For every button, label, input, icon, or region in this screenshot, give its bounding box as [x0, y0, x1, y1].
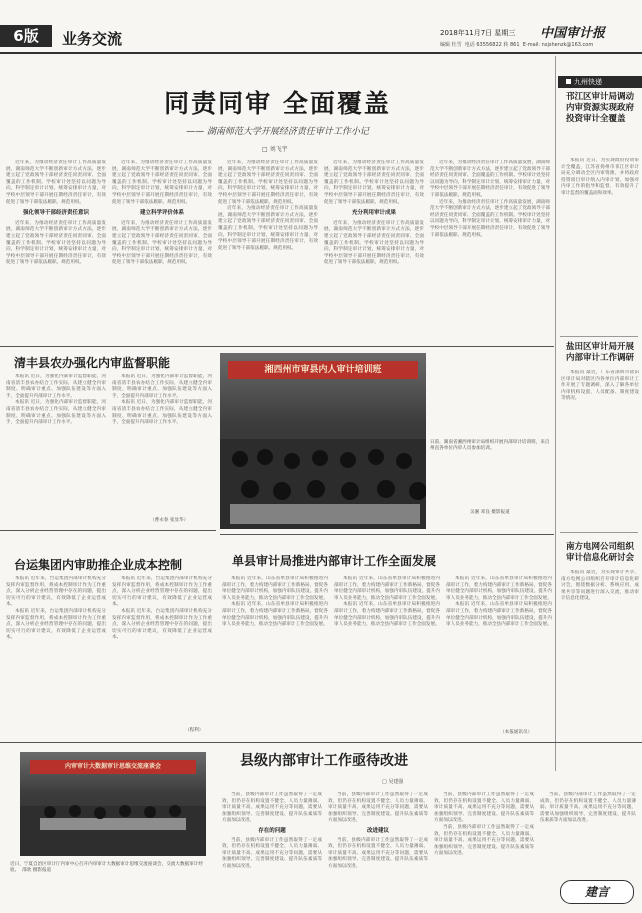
sidebar-story2-body: 本报讯 最近，广东省深圳市盐田区审计局对辖区内各单位内部审计工作开展了专题调研，深入了解各单位内审机构设置、人员配备、制度建设等情况。 — [561, 370, 639, 402]
taiyun-title: 台运集团内审助推企业成本控制 — [14, 558, 183, 572]
danxian-title: 单县审计局推进内部审计工作全面发展 — [232, 554, 437, 568]
opinion-tag: 建言 — [560, 880, 634, 904]
page-number-badge: 6版 — [0, 25, 52, 47]
county-section-head-2: 改进建议 — [366, 827, 389, 834]
lead-title: 同责同审 全面覆盖 — [164, 89, 391, 118]
sidebar-story3-title: 南方电网公司组织审计信息化研讨会 — [566, 542, 635, 563]
danxian-col-3: 本报讯 近年来，山东省单县审计局积极推进内部审计工作，着力构建内部审计工作新格局，督促各单位健全内部审计机构，加强内审队伍建设，提升内审人员业务能力，推动全县内部审计工作全面发展。 本报讯 近年来，山东省单县审计局积极推进内部审计工作，着力构建内部审计工作新格局，督促各单位健全内部审计机构，加强内审队伍建设，提升内审人员业务能力，推动全县内部审计工作全面发展。 — [446, 576, 552, 628]
editor-info: 编辑 杜雪 电话 63556822 转 861 E-mail: nsjshenzk@163.com — [440, 42, 594, 48]
sidebar-column-header: 九州快递 — [558, 76, 642, 88]
county-col-3: 当前，县级内部审计工作虽然取得了一定成效，但仍存在机构设置不健全、人员力量薄弱、审计质量不高、成果运用不充分等问题，需要从加强组织领导、完善制度建设、提升队伍素质等方面加以改进。 当前，县级内部审计工作虽然取得了一定成效，但仍存在机构设置不健全、人员力量薄弱、审计质量不高、成果运用不充分等问题，需要从加强组织领导、完善制度建设、提升队伍素质等方面加以改进。 — [434, 792, 534, 857]
paper-logo: 中国审计报 — [540, 26, 606, 41]
sidebar-story1-body: 本报讯 近日，为实现政府投资审计全覆盖，江苏省扬州市邗江区审计局充分调动全区内审资源，并将政府投资项目审计纳入内审计划，加强对内审工作的指导和监督，有效提升了审计监督的覆盖面和效率。 — [561, 158, 639, 196]
taiyun-col-1: 本报讯 近年来，台运集团内部审计机构充分发挥内审监督作用，将成本控制审计作为工作重点，深入分析企业经营管理中存在的问题，提出切实可行的审计建议，有效降低了企业运营成本。 本报讯 近年来，台运集团内部审计机构充分发挥内审监督作用，将成本控制审计作为工作重点，深入分析企业经营管理中存在的问题，提出切实可行的审计建议，有效降低了企业运营成本。 — [6, 576, 106, 641]
lead-section-head-1: 强化领导干部经济责任意识 — [22, 210, 89, 217]
header-rule — [0, 52, 642, 54]
county-col-1: 当前，县级内部审计工作虽然取得了一定成效，但仍存在机构设置不健全、人员力量薄弱、审计质量不高、成果运用不充分等问题，需要从加强组织领导、完善制度建设、提升队伍素质等方面加以改进。 存在的问题 当前，县级内部审计工作虽然取得了一定成效，但仍存在机构设置不健全、人员力量薄弱、审计质量不高、成果运用不充分等问题，需要从加强组织领导、完善制度建设、提升队伍素质等方面加以改进。 — [222, 792, 322, 869]
qingfeng-col-2: 本报讯 近日，为强化内部审计监督职能，河南省清丰县农办结合工作实际，从建立健全内审制度、明确审计重点、加强队伍建设等方面入手，全面提升内部审计工作水平。 本报讯 近日，为强化内部审计监督职能，河南省清丰县农办结合工作实际，从建立健全内审制度、明确审计重点、加强队伍建设等方面入手，全面提升内部审计工作水平。 — [112, 374, 212, 426]
county-col-2: 当前，县级内部审计工作虽然取得了一定成效，但仍存在机构设置不健全、人员力量薄弱、审计质量不高、成果运用不充分等问题，需要从加强组织领导、完善制度建设、提升队伍素质等方面加以改进。 改进建议 当前，县级内部审计工作虽然取得了一定成效，但仍存在机构设置不健全、人员力量薄弱、审计质量不高、成果运用不充分等问题，需要从加强组织领导、完善制度建设、提升队伍素质等方面加以改进。 — [328, 792, 428, 869]
training-photo — [220, 353, 426, 529]
section-name: 业务交流 — [62, 30, 123, 48]
lead-byline: □ 刘飞宇 — [262, 146, 288, 153]
photo-main-credit: 吴湘 邓良 摄影报道 — [470, 510, 510, 515]
mid-bottom-rule — [0, 742, 642, 743]
taiyun-col-2: 本报讯 近年来，台运集团内部审计机构充分发挥内审监督作用，将成本控制审计作为工作重点，深入分析企业经营管理中存在的问题，提出切实可行的审计建议，有效降低了企业运营成本。 本报讯 近年来，台运集团内部审计机构充分发挥内审监督作用，将成本控制审计作为工作重点，深入分析企业经营管理中存在的问题，提出切实可行的审计建议，有效降低了企业运营成本。 — [112, 576, 212, 641]
danxian-byline: （本报通讯员） — [500, 730, 533, 735]
photo-bottom-caption: 近日，宁夏自治区审计厅内审中心召开内审审计大数据审计思维交流座谈会，交流大数据审计经验。 邵欣 摄影报道 — [10, 862, 203, 874]
lead-section-head-3: 充分利用审计成果 — [351, 210, 396, 217]
county-col-4: 当前，县级内部审计工作虽然取得了一定成效，但仍存在机构设置不健全、人员力量薄弱、审计质量不高、成果运用不充分等问题，需要从加强组织领导、完善制度建设、提升队伍素质等方面加以改进。 — [540, 792, 636, 824]
sidebar-story1-title: 邗江区审计局调动内审资源实现政府投资审计全覆盖 — [566, 92, 635, 124]
taiyun-byline: （程利） — [185, 728, 204, 733]
lead-bottom-rule — [0, 346, 554, 347]
lead-col-1: 近年来，为推动经济责任审计工作高质量发展，湖南师范大学不断创新审计方式方法，逐步建立起了党政领导干部经济责任同责同审、全面覆盖的工作机制。学校审计处坚持以问题为导向，科学制定审计计划，统筹安排审计力量，对学校中层领导干部开展任期经济责任审计，有效促进了领导干部依法履职、规范用权。 强化领导干部经济责任意识 近年来，为推动经济责任审计工作高质量发展，湖南师范大学不断创新审计方式方法，逐步建立起了党政领导干部经济责任同责同审、全面覆盖的工作机制。学校审计处坚持以问题为导向，科学制定审计计划，统筹安排审计力量，对学校中层领导干部开展任期经济责任审计，有效促进了领导干部依法履职、规范用权。 — [6, 160, 106, 266]
photo-bottom-rule — [220, 534, 554, 535]
photo-banner: 湘西州市审县内人审计培训班 — [228, 361, 418, 379]
lead-col-3: 近年来，为推动经济责任审计工作高质量发展，湖南师范大学不断创新审计方式方法，逐步建立起了党政领导干部经济责任同责同审、全面覆盖的工作机制。学校审计处坚持以问题为导向，科学制定审计计划，统筹安排审计力量，对学校中层领导干部开展任期经济责任审计，有效促进了领导干部依法履职、规范用权。 近年来，为推动经济责任审计工作高质量发展，湖南师范大学不断创新审计方式方法，逐步建立起了党政领导干部经济责任同责同审、全面覆盖的工作机制。学校审计处坚持以问题为导向，科学制定审计计划，统筹安排审计力量，对学校中层领导干部开展任期经济责任审计，有效促进了领导干部依法履职、规范用权。 — [218, 160, 318, 251]
sidebar-divider — [555, 56, 556, 771]
photo-main-caption: 日前，湖南省湘西州审计局组织开展内部审计培训班，来自州直各单位内审人员参加培训。 — [430, 440, 550, 452]
audience-illustration — [220, 379, 426, 529]
qingfeng-title: 清丰县农办强化内审监督职能 — [14, 356, 171, 370]
qingfeng-bottom-rule — [0, 530, 216, 531]
qingfeng-byline: （曹永春 张显华） — [150, 518, 189, 523]
danxian-col-2: 本报讯 近年来，山东省单县审计局积极推进内部审计工作，着力构建内部审计工作新格局，督促各单位健全内部审计机构，加强内审队伍建设，提升内审人员业务能力，推动全县内部审计工作全面发展。 本报讯 近年来，山东省单县审计局积极推进内部审计工作，着力构建内部审计工作新格局，督促各单位健全内部审计机构，加强内审队伍建设，提升内审人员业务能力，推动全县内部审计工作全面发展。 — [334, 576, 440, 628]
lead-col-2: 近年来，为推动经济责任审计工作高质量发展，湖南师范大学不断创新审计方式方法，逐步建立起了党政领导干部经济责任同责同审、全面覆盖的工作机制。学校审计处坚持以问题为导向，科学制定审计计划，统筹安排审计力量，对学校中层领导干部开展任期经济责任审计，有效促进了领导干部依法履职、规范用权。 建立科学评价体系 近年来，为推动经济责任审计工作高质量发展，湖南师范大学不断创新审计方式方法，逐步建立起了党政领导干部经济责任同责同审、全面覆盖的工作机制。学校审计处坚持以问题为导向，科学制定审计计划，统筹安排审计力量，对学校中层领导干部开展任期经济责任审计，有效促进了领导干部依法履职、规范用权。 — [112, 160, 212, 266]
county-section-head-1: 存在的问题 — [258, 827, 286, 834]
qingfeng-col-1: 本报讯 近日，为强化内部审计监督职能，河南省清丰县农办结合工作实际，从建立健全内审制度、明确审计重点、加强队伍建设等方面入手，全面提升内部审计工作水平。 本报讯 近日，为强化内部审计监督职能，河南省清丰县农办结合工作实际，从建立健全内审制度、明确审计重点、加强队伍建设等方面入手，全面提升内部审计工作水平。 — [6, 374, 106, 426]
lead-col-5: 近年来，为推动经济责任审计工作高质量发展，湖南师范大学不断创新审计方式方法，逐步建立起了党政领导干部经济责任同责同审、全面覆盖的工作机制。学校审计处坚持以问题为导向，科学制定审计计划，统筹安排审计力量，对学校中层领导干部开展任期经济责任审计，有效促进了领导干部依法履职、规范用权。 近年来，为推动经济责任审计工作高质量发展，湖南师范大学不断创新审计方式方法，逐步建立起了党政领导干部经济责任同责同审、全面覆盖的工作机制。学校审计处坚持以问题为导向，科学制定审计计划，统筹安排审计力量，对学校中层领导干部开展任期经济责任审计，有效促进了领导干部依法履职、规范用权。 — [430, 160, 550, 238]
sidebar-sep-1 — [560, 336, 638, 337]
seminar-photo — [20, 752, 206, 856]
lead-col-4: 近年来，为推动经济责任审计工作高质量发展，湖南师范大学不断创新审计方式方法，逐步建立起了党政领导干部经济责任同责同审、全面覆盖的工作机制。学校审计处坚持以问题为导向，科学制定审计计划，统筹安排审计力量，对学校中层领导干部开展任期经济责任审计，有效促进了领导干部依法履职、规范用权。 充分利用审计成果 近年来，为推动经济责任审计工作高质量发展，湖南师范大学不断创新审计方式方法，逐步建立起了党政领导干部经济责任同责同审、全面覆盖的工作机制。学校审计处坚持以问题为导向，科学制定审计计划，统筹安排审计力量，对学校中层领导干部开展任期经济责任审计，有效促进了领导干部依法履职、规范用权。 — [324, 160, 424, 266]
seminar-illustration — [20, 776, 206, 856]
lead-subtitle: —— 湖南师范大学开展经济责任审计工作小记 — [186, 127, 369, 137]
county-title: 县级内部审计工作亟待改进 — [240, 753, 408, 769]
lead-section-head-2: 建立科学评价体系 — [139, 210, 184, 217]
seminar-banner: 内审审计大数据审计思维交流座谈会 — [30, 760, 196, 774]
danxian-col-1: 本报讯 近年来，山东省单县审计局积极推进内部审计工作，着力构建内部审计工作新格局，督促各单位健全内部审计机构，加强内审队伍建设，提升内审人员业务能力，推动全县内部审计工作全面发展。 本报讯 近年来，山东省单县审计局积极推进内部审计工作，着力构建内部审计工作新格局，督促各单位健全内部审计机构，加强内审队伍建设，提升内审人员业务能力，推动全县内部审计工作全面发展。 — [222, 576, 328, 628]
sidebar-story3-body: 本报讯 最近，为实现审计共享，南方电网公司组织召开审计信息化研讨会，围绕数据分析、系统应用、成果共享等问题进行深入交流，推动审计信息化建设。 — [561, 570, 639, 602]
sidebar-sep-2 — [560, 532, 638, 533]
county-byline: □ 吴建强 — [382, 779, 404, 785]
sidebar-story2-title: 盐田区审计局开展内部审计工作调研 — [566, 342, 635, 363]
issue-date: 2018年11月7日 星期三 — [440, 29, 516, 37]
flag-icon — [566, 79, 571, 84]
